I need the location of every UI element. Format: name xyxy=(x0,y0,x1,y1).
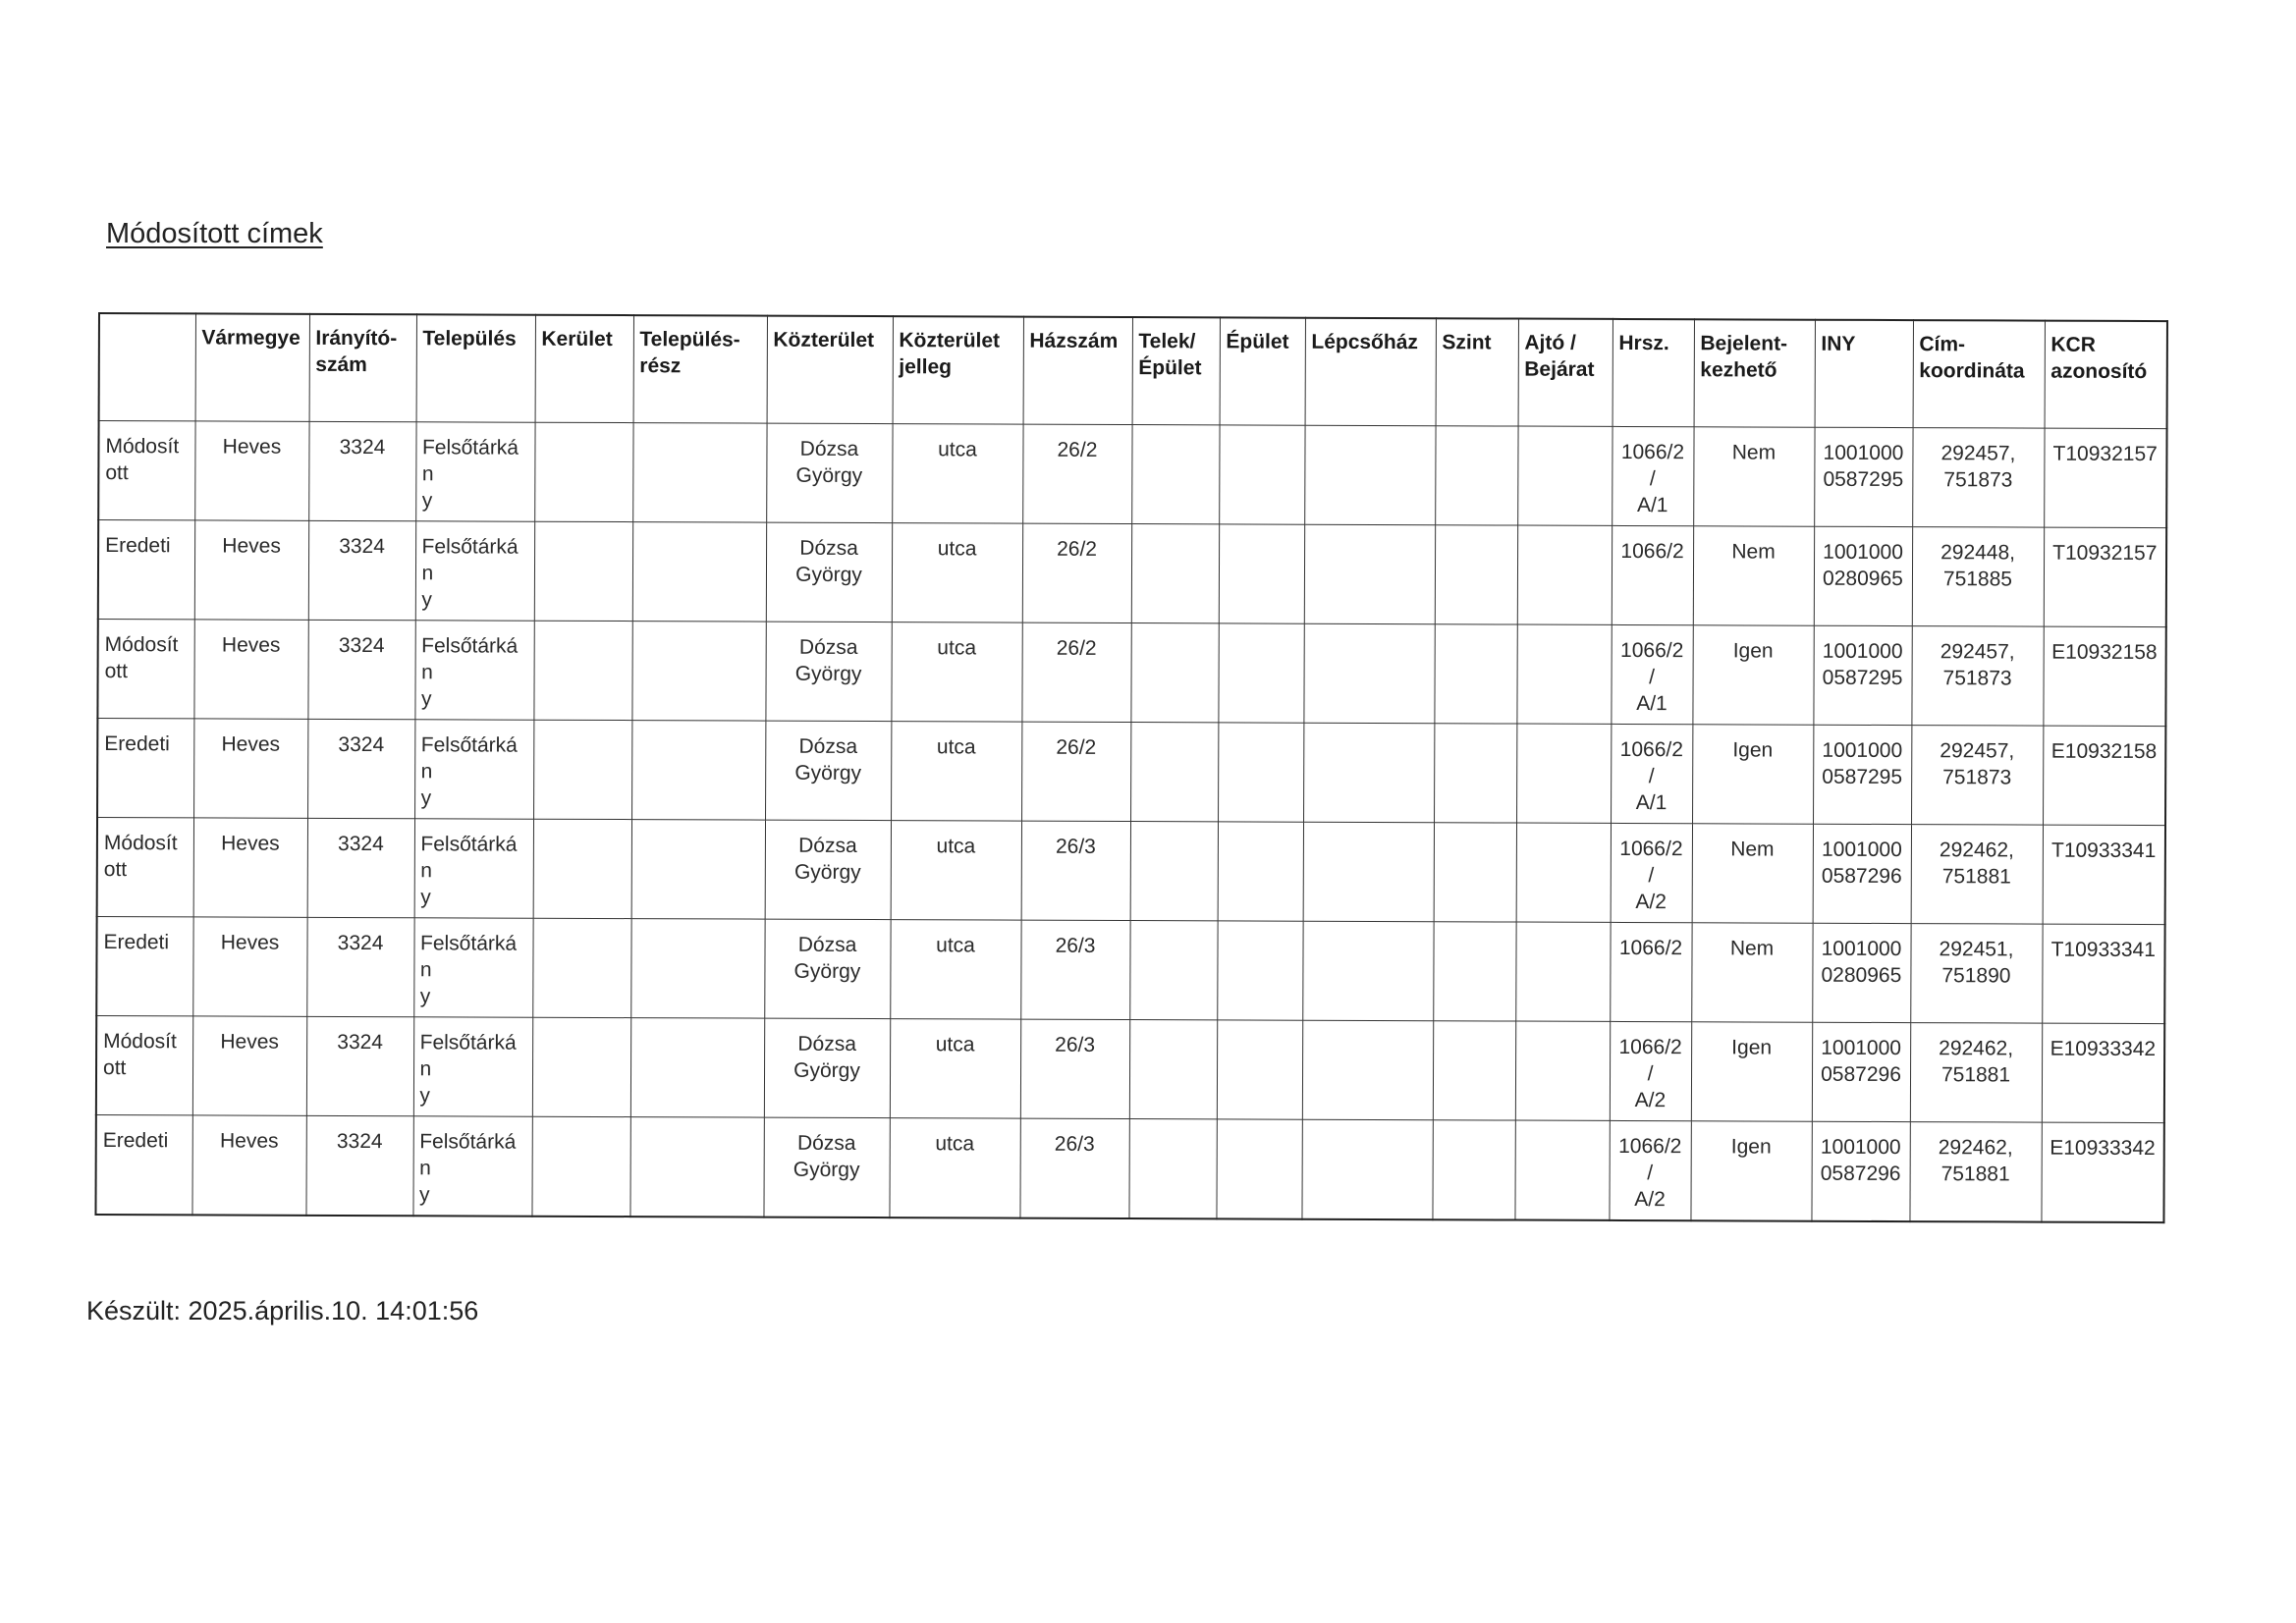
cell-public-space-type: utca xyxy=(889,1118,1019,1218)
column-header-plot-building: Telek/ Épület xyxy=(1132,317,1220,425)
column-header-county: Vármegye xyxy=(195,313,309,421)
page-title: Módosított címek xyxy=(106,218,323,249)
created-timestamp: Készült: 2025.április.10. 14:01:56 xyxy=(86,1296,479,1325)
cell-settlement: Felsőtárkán y xyxy=(413,1017,532,1116)
column-header-building: Épület xyxy=(1220,317,1305,425)
column-header-settlement: Település xyxy=(416,314,535,422)
cell-settlement-part xyxy=(630,919,764,1019)
cell-public-space-type: utca xyxy=(892,424,1022,524)
column-header-address-coordinate: Cím- koordináta xyxy=(1913,320,2045,428)
cell-address-coordinate: 292457, 751873 xyxy=(1912,428,2044,528)
cell-floor xyxy=(1434,823,1516,922)
cell-settlement: Felsőtárkán y xyxy=(414,621,533,720)
cell-county: Heves xyxy=(194,421,308,520)
cell-registrable: Nem xyxy=(1693,526,1814,625)
cell-county: Heves xyxy=(193,719,307,818)
cell-staircase xyxy=(1302,921,1433,1021)
cell-building xyxy=(1219,425,1304,524)
cell-public-space-type: utca xyxy=(891,821,1021,921)
cell-door xyxy=(1517,525,1612,624)
cell-parcel-number: 1066/2 xyxy=(1610,922,1691,1021)
cell-row-type: Eredeti xyxy=(97,719,193,818)
cell-house-number: 26/3 xyxy=(1020,920,1129,1019)
cell-building xyxy=(1216,1119,1301,1219)
cell-settlement-part xyxy=(631,622,765,722)
cell-address-coordinate: 292448, 751885 xyxy=(1912,527,2044,627)
cell-kcr-id: T10932157 xyxy=(2044,428,2166,527)
cell-house-number: 26/3 xyxy=(1019,1118,1128,1218)
cell-county: Heves xyxy=(192,1016,306,1115)
cell-settlement: Felsőtárkán y xyxy=(414,720,533,819)
cell-address-coordinate: 292451, 751890 xyxy=(1910,924,2042,1024)
cell-district xyxy=(532,1017,630,1116)
cell-settlement-part xyxy=(631,820,765,920)
cell-floor xyxy=(1435,525,1517,624)
cell-postal-code: 3324 xyxy=(305,1115,412,1216)
cell-registrable: Nem xyxy=(1693,427,1814,526)
cell-public-space: Dózsa György xyxy=(765,721,891,820)
column-header-house-number: Házszám xyxy=(1023,317,1132,425)
cell-house-number: 26/2 xyxy=(1022,523,1131,622)
cell-door xyxy=(1514,1120,1609,1220)
cell-door xyxy=(1515,1021,1610,1120)
cell-registrable: Nem xyxy=(1692,824,1813,923)
cell-settlement-part xyxy=(629,1117,763,1217)
cell-settlement-part xyxy=(632,423,766,523)
cell-iny: 1001000 0587295 xyxy=(1814,427,1912,526)
cell-parcel-number: 1066/2/ A/1 xyxy=(1611,624,1692,724)
column-header-floor: Szint xyxy=(1436,318,1518,426)
column-header-settlement-part: Település- rész xyxy=(633,315,767,423)
table-row xyxy=(97,620,2165,727)
cell-kcr-id: E10932158 xyxy=(2043,726,2165,825)
cell-house-number: 26/2 xyxy=(1022,424,1131,523)
cell-door xyxy=(1517,426,1612,525)
cell-iny: 1001000 0587295 xyxy=(1813,725,1911,824)
cell-district xyxy=(533,720,631,819)
table-row xyxy=(98,421,2166,528)
cell-public-space: Dózsa György xyxy=(764,1018,890,1117)
cell-row-type: Eredeti xyxy=(98,520,194,620)
cell-district xyxy=(534,521,632,621)
cell-row-type: Módosított xyxy=(96,1015,192,1114)
cell-floor xyxy=(1435,426,1517,525)
cell-building xyxy=(1218,822,1303,921)
table-container xyxy=(94,312,2166,1223)
cell-plot-building xyxy=(1128,1119,1216,1219)
cell-address-coordinate: 292462, 751881 xyxy=(1910,1023,2042,1123)
cell-postal-code: 3324 xyxy=(308,520,415,620)
cell-plot-building xyxy=(1129,1020,1217,1119)
cell-public-space: Dózsa György xyxy=(764,919,890,1018)
cell-settlement: Felsőtárkán y xyxy=(415,422,534,521)
cell-county: Heves xyxy=(192,917,306,1016)
table-row xyxy=(98,520,2166,627)
cell-address-coordinate: 292457, 751873 xyxy=(1911,726,2043,826)
cell-parcel-number: 1066/2/ A/1 xyxy=(1611,724,1692,823)
column-header-iny: INY xyxy=(1815,320,1913,428)
cell-plot-building xyxy=(1130,723,1218,822)
cell-registrable: Igen xyxy=(1691,1022,1812,1121)
cell-row-type: Eredeti xyxy=(95,1114,191,1215)
cell-county: Heves xyxy=(193,620,307,719)
cell-postal-code: 3324 xyxy=(307,620,414,719)
cell-staircase xyxy=(1302,1020,1433,1120)
table-row xyxy=(96,1015,2164,1122)
cell-settlement-part xyxy=(631,721,765,821)
cell-settlement-part xyxy=(632,522,766,622)
cell-house-number: 26/2 xyxy=(1021,622,1130,722)
cell-building xyxy=(1219,524,1304,623)
address-table xyxy=(94,312,2168,1223)
cell-district xyxy=(534,422,632,521)
cell-parcel-number: 1066/2 xyxy=(1612,525,1693,624)
table-row xyxy=(97,719,2165,826)
cell-iny: 1001000 0587296 xyxy=(1812,1022,1910,1121)
cell-public-space-type: utca xyxy=(892,523,1022,623)
cell-district xyxy=(531,1116,629,1217)
table-row xyxy=(96,916,2164,1023)
cell-public-space: Dózsa György xyxy=(766,522,892,622)
cell-building xyxy=(1218,623,1303,723)
cell-postal-code: 3324 xyxy=(306,1016,413,1115)
cell-staircase xyxy=(1303,623,1434,724)
cell-address-coordinate: 292457, 751873 xyxy=(1911,626,2043,727)
cell-county: Heves xyxy=(191,1115,305,1216)
header-row xyxy=(99,313,2167,429)
cell-postal-code: 3324 xyxy=(306,917,413,1016)
cell-plot-building xyxy=(1130,623,1218,723)
cell-door xyxy=(1516,823,1611,922)
cell-floor xyxy=(1434,624,1516,724)
cell-settlement: Felsőtárkán y xyxy=(415,521,534,621)
cell-settlement: Felsőtárkán y xyxy=(413,918,532,1017)
cell-postal-code: 3324 xyxy=(307,719,414,818)
column-header-registrable: Bejelent- kezhető xyxy=(1694,319,1815,427)
cell-door xyxy=(1516,724,1611,823)
cell-floor xyxy=(1433,1021,1515,1120)
cell-public-space-type: utca xyxy=(890,920,1020,1020)
cell-registrable: Nem xyxy=(1691,923,1812,1022)
column-header-postal-code: Irányító- szám xyxy=(309,314,416,422)
cell-parcel-number: 1066/2/ A/2 xyxy=(1610,1021,1691,1120)
cell-kcr-id: E10932158 xyxy=(2043,626,2165,726)
cell-public-space: Dózsa György xyxy=(765,820,891,919)
cell-settlement: Felsőtárkán y xyxy=(414,819,533,918)
cell-staircase xyxy=(1303,822,1434,922)
cell-iny: 1001000 0587295 xyxy=(1813,625,1911,725)
column-header-district: Kerület xyxy=(535,315,633,423)
cell-postal-code: 3324 xyxy=(308,421,415,520)
cell-door xyxy=(1516,624,1611,724)
cell-registrable: Igen xyxy=(1690,1121,1811,1221)
cell-kcr-id: T10933341 xyxy=(2043,825,2165,924)
table-body xyxy=(95,421,2166,1223)
cell-row-type: Módosított xyxy=(97,818,193,917)
column-header-public-space-type: Közterület jelleg xyxy=(893,316,1023,424)
cell-building xyxy=(1217,921,1302,1020)
table-row xyxy=(97,818,2165,925)
cell-floor xyxy=(1433,922,1515,1021)
cell-row-type: Eredeti xyxy=(96,916,192,1015)
cell-staircase xyxy=(1304,524,1435,624)
cell-settlement-part xyxy=(630,1018,764,1118)
cell-county: Heves xyxy=(193,818,307,917)
cell-row-type: Módosított xyxy=(97,620,193,719)
cell-staircase xyxy=(1301,1119,1432,1219)
cell-public-space-type: utca xyxy=(890,1019,1020,1119)
column-header-door: Ajtó / Bejárat xyxy=(1518,319,1613,427)
cell-address-coordinate: 292462, 751881 xyxy=(1909,1122,2041,1222)
cell-public-space-type: utca xyxy=(891,722,1021,822)
cell-house-number: 26/3 xyxy=(1021,821,1130,920)
cell-public-space: Dózsa György xyxy=(766,423,892,522)
cell-plot-building xyxy=(1129,921,1217,1020)
cell-registrable: Igen xyxy=(1692,725,1813,824)
cell-settlement: Felsőtárkán y xyxy=(412,1116,531,1217)
cell-house-number: 26/3 xyxy=(1020,1019,1129,1118)
cell-district xyxy=(533,621,631,720)
cell-parcel-number: 1066/2/ A/2 xyxy=(1609,1120,1690,1220)
cell-parcel-number: 1066/2/ A/1 xyxy=(1612,426,1693,525)
cell-building xyxy=(1217,1020,1302,1119)
cell-floor xyxy=(1434,724,1516,823)
cell-iny: 1001000 0587296 xyxy=(1811,1121,1909,1221)
table-row xyxy=(95,1114,2163,1222)
cell-kcr-id: T10933341 xyxy=(2042,924,2164,1023)
cell-registrable: Igen xyxy=(1692,625,1813,725)
cell-house-number: 26/2 xyxy=(1021,722,1130,821)
cell-district xyxy=(533,819,631,918)
cell-staircase xyxy=(1304,425,1435,525)
cell-door xyxy=(1515,922,1610,1021)
cell-public-space: Dózsa György xyxy=(763,1117,889,1217)
cell-kcr-id: E10933342 xyxy=(2042,1023,2164,1122)
cell-building xyxy=(1218,723,1303,822)
cell-kcr-id: T10932157 xyxy=(2044,527,2166,626)
cell-plot-building xyxy=(1131,524,1219,623)
cell-iny: 1001000 0587296 xyxy=(1813,824,1911,923)
cell-parcel-number: 1066/2/ A/2 xyxy=(1611,823,1692,922)
cell-public-space: Dózsa György xyxy=(765,622,891,721)
cell-public-space-type: utca xyxy=(891,622,1021,723)
column-header-parcel-number: Hrsz. xyxy=(1613,319,1694,427)
cell-floor xyxy=(1432,1120,1514,1220)
cell-iny: 1001000 0280965 xyxy=(1812,923,1910,1022)
cell-address-coordinate: 292462, 751881 xyxy=(1911,825,2043,925)
cell-plot-building xyxy=(1130,822,1218,921)
cell-district xyxy=(532,918,630,1017)
cell-iny: 1001000 0280965 xyxy=(1814,526,1912,625)
cell-plot-building xyxy=(1131,425,1219,524)
cell-kcr-id: E10933342 xyxy=(2041,1122,2163,1222)
column-header-row-type xyxy=(99,313,195,421)
column-header-staircase: Lépcsőház xyxy=(1305,318,1436,426)
cell-county: Heves xyxy=(194,520,308,620)
column-header-kcr-id: KCR azonosító xyxy=(2045,321,2167,429)
cell-row-type: Módosított xyxy=(98,421,194,520)
column-header-public-space: Közterület xyxy=(767,316,893,424)
cell-postal-code: 3324 xyxy=(307,818,414,917)
cell-staircase xyxy=(1303,723,1434,823)
